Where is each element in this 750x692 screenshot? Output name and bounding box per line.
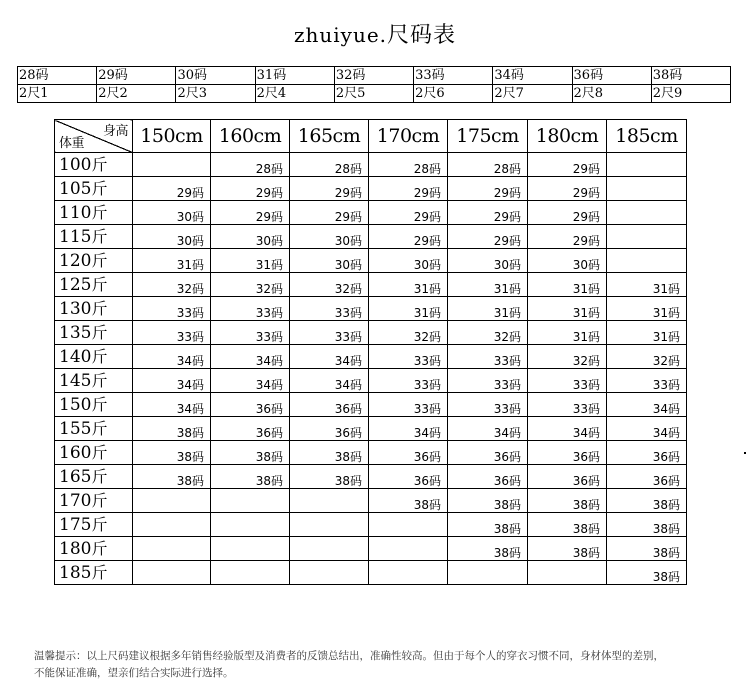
size-cell: 31码 (607, 297, 687, 321)
weight-label (55, 393, 133, 417)
table-row (55, 513, 687, 537)
size-cell: 38码 (528, 489, 607, 513)
size-cell: 36码 (290, 393, 369, 417)
size-cell: 34码 (290, 369, 369, 393)
table-row (55, 273, 687, 297)
brand-name: zhuiyue. (293, 23, 388, 47)
waist-measure-cell: 2尺9 (651, 85, 730, 103)
size-cell: 29码 (369, 201, 448, 225)
weight-label (55, 441, 133, 465)
waist-size-row (18, 67, 731, 85)
size-cell: 28码 (290, 153, 369, 177)
note-line-1: 温馨提示：以上尺码建议根据多年销售经验版型及消费者的反馈总结出，准确性较高。但由于每个人的穿衣习惯不同，身材体型的差别， (34, 650, 664, 662)
size-cell: 38码 (133, 417, 211, 441)
size-cell: 38码 (133, 441, 211, 465)
size-cell: 32码 (448, 321, 528, 345)
weight-label (55, 273, 133, 297)
size-cell: 31码 (528, 321, 607, 345)
size-cell: 33码 (211, 321, 290, 345)
size-cell: 36码 (211, 393, 290, 417)
size-cell: 30码 (448, 249, 528, 273)
height-header: 165cm (290, 120, 369, 153)
size-cell: 36码 (211, 417, 290, 441)
size-cell (290, 489, 369, 513)
size-cell: 30码 (369, 249, 448, 273)
weight-unit: 斤 (91, 370, 108, 390)
size-cell: 38码 (448, 513, 528, 537)
table-row (55, 225, 687, 249)
size-cell (133, 153, 211, 177)
size-cell: 33码 (448, 369, 528, 393)
size-cell: 29码 (211, 201, 290, 225)
size-cell (133, 489, 211, 513)
size-cell: 33码 (528, 393, 607, 417)
weight-value: 180 (59, 538, 92, 559)
size-cell: 38码 (607, 513, 687, 537)
table-row (55, 561, 687, 585)
weight-unit: 斤 (91, 322, 108, 342)
size-cell (369, 561, 448, 585)
size-cell: 38码 (528, 513, 607, 537)
weight-label (55, 513, 133, 537)
weight-unit: 斤 (91, 154, 108, 174)
size-cell: 36码 (528, 441, 607, 465)
weight-value: 170 (59, 490, 92, 511)
size-cell: 38码 (448, 537, 528, 561)
size-cell: 31码 (448, 273, 528, 297)
weight-label (55, 297, 133, 321)
size-cell: 32码 (369, 321, 448, 345)
size-cell: 28码 (369, 153, 448, 177)
weight-value: 105 (59, 178, 92, 199)
corner-weight-label: 体重 (59, 136, 85, 151)
weight-label (55, 345, 133, 369)
size-cell: 36码 (448, 441, 528, 465)
size-cell: 31码 (369, 297, 448, 321)
weight-value: 160 (59, 442, 92, 463)
size-cell: 38码 (607, 537, 687, 561)
size-cell (607, 177, 687, 201)
size-cell: 29码 (448, 225, 528, 249)
size-cell: 29码 (528, 153, 607, 177)
size-cell: 33码 (448, 393, 528, 417)
waist-size-table (17, 66, 731, 103)
weight-label (55, 465, 133, 489)
stray-dot (744, 452, 746, 454)
size-cell (211, 561, 290, 585)
weight-label (55, 249, 133, 273)
waist-size-cell: 29码 (97, 67, 176, 85)
table-row (55, 345, 687, 369)
size-cell: 28码 (448, 153, 528, 177)
size-cell: 33码 (133, 297, 211, 321)
height-header: 170cm (369, 120, 448, 153)
weight-label (55, 417, 133, 441)
table-row (55, 465, 687, 489)
height-header: 180cm (528, 120, 607, 153)
height-header-row (55, 120, 687, 153)
warm-tip-note (34, 648, 734, 682)
size-cell (607, 201, 687, 225)
table-row (55, 249, 687, 273)
weight-value: 145 (59, 370, 92, 391)
table-row (55, 153, 687, 177)
size-cell: 34码 (133, 345, 211, 369)
size-cell: 38码 (290, 465, 369, 489)
size-cell: 34码 (528, 417, 607, 441)
size-cell: 32码 (290, 273, 369, 297)
weight-value: 165 (59, 466, 92, 487)
size-cell: 34码 (369, 417, 448, 441)
size-cell (133, 561, 211, 585)
weight-label (55, 177, 133, 201)
size-cell: 36码 (528, 465, 607, 489)
size-cell: 32码 (528, 345, 607, 369)
weight-unit: 斤 (91, 442, 108, 462)
weight-unit: 斤 (91, 298, 108, 318)
weight-unit: 斤 (91, 394, 108, 414)
size-cell: 34码 (211, 369, 290, 393)
page-title (0, 18, 750, 49)
weight-value: 125 (59, 274, 92, 295)
weight-value: 135 (59, 322, 92, 343)
weight-value: 185 (59, 562, 92, 583)
size-cell: 33码 (369, 393, 448, 417)
size-cell: 34码 (607, 393, 687, 417)
weight-value: 110 (59, 202, 92, 223)
waist-measure-cell: 2尺6 (414, 85, 493, 103)
weight-unit: 斤 (91, 466, 108, 486)
size-cell: 38码 (211, 465, 290, 489)
size-cell: 33码 (369, 345, 448, 369)
size-cell: 33码 (290, 321, 369, 345)
size-cell: 33码 (448, 345, 528, 369)
waist-size-cell: 38码 (651, 67, 730, 85)
weight-value: 100 (59, 154, 92, 175)
size-cell: 33码 (607, 369, 687, 393)
weight-label (55, 369, 133, 393)
size-cell: 34码 (448, 417, 528, 441)
size-cell: 36码 (369, 441, 448, 465)
size-cell: 30码 (133, 201, 211, 225)
size-cell: 29码 (528, 177, 607, 201)
corner-height-label: 身高 (102, 124, 128, 139)
size-cell: 29码 (290, 201, 369, 225)
size-cell: 36码 (448, 465, 528, 489)
size-cell: 38码 (290, 441, 369, 465)
size-cell: 32码 (133, 273, 211, 297)
weight-value: 150 (59, 394, 92, 415)
table-row (55, 537, 687, 561)
size-cell (528, 561, 607, 585)
weight-value: 120 (59, 250, 92, 271)
height-header: 160cm (211, 120, 290, 153)
weight-label (55, 489, 133, 513)
size-cell: 31码 (448, 297, 528, 321)
height-header: 185cm (607, 120, 687, 153)
weight-label (55, 321, 133, 345)
size-cell (369, 513, 448, 537)
waist-measure-cell: 2尺2 (97, 85, 176, 103)
size-cell: 34码 (607, 417, 687, 441)
corner-header (55, 120, 133, 153)
size-cell (369, 537, 448, 561)
size-cell: 30码 (528, 249, 607, 273)
size-cell: 29码 (290, 177, 369, 201)
weight-unit: 斤 (91, 514, 108, 534)
waist-measure-cell: 2尺1 (18, 85, 97, 103)
weight-unit: 斤 (91, 538, 108, 558)
waist-measure-cell: 2尺5 (334, 85, 413, 103)
size-cell: 38码 (211, 441, 290, 465)
height-header: 175cm (448, 120, 528, 153)
size-cell (290, 537, 369, 561)
size-cell: 38码 (528, 537, 607, 561)
table-row (55, 177, 687, 201)
weight-unit: 斤 (91, 274, 108, 294)
size-cell (211, 537, 290, 561)
size-cell: 33码 (528, 369, 607, 393)
size-cell: 30码 (133, 225, 211, 249)
size-cell: 34码 (211, 345, 290, 369)
title-text: 尺码表 (387, 23, 457, 48)
size-cell: 31码 (607, 321, 687, 345)
size-cell: 29码 (528, 225, 607, 249)
waist-measure-row (18, 85, 731, 103)
size-cell: 31码 (133, 249, 211, 273)
size-cell: 34码 (290, 345, 369, 369)
size-cell: 29码 (448, 177, 528, 201)
weight-unit: 斤 (91, 226, 108, 246)
note-line-2: 不能保证准确，望亲们结合实际进行选择。 (34, 667, 234, 679)
size-cell: 29码 (133, 177, 211, 201)
size-cell (290, 561, 369, 585)
waist-size-cell: 30码 (176, 67, 255, 85)
weight-label (55, 225, 133, 249)
size-cell: 34码 (133, 369, 211, 393)
weight-unit: 斤 (91, 418, 108, 438)
weight-value: 175 (59, 514, 92, 535)
size-recommendation-table (54, 119, 687, 585)
size-cell: 36码 (369, 465, 448, 489)
size-cell: 28码 (211, 153, 290, 177)
weight-label (55, 537, 133, 561)
size-cell (290, 513, 369, 537)
size-cell (133, 513, 211, 537)
size-cell: 31码 (528, 297, 607, 321)
size-cell: 31码 (211, 249, 290, 273)
waist-measure-cell: 2尺3 (176, 85, 255, 103)
table-row (55, 489, 687, 513)
size-cell: 36码 (607, 441, 687, 465)
size-cell: 29码 (448, 201, 528, 225)
weight-value: 155 (59, 418, 92, 439)
size-cell: 32码 (607, 345, 687, 369)
table-row (55, 417, 687, 441)
table-row (55, 201, 687, 225)
size-cell: 31码 (607, 273, 687, 297)
size-cell: 36码 (290, 417, 369, 441)
size-cell: 29码 (369, 177, 448, 201)
waist-size-cell: 33码 (414, 67, 493, 85)
size-cell: 32码 (211, 273, 290, 297)
size-cell: 38码 (607, 489, 687, 513)
waist-size-cell: 28码 (18, 67, 97, 85)
weight-label (55, 561, 133, 585)
size-cell: 38码 (133, 465, 211, 489)
waist-size-cell: 36码 (572, 67, 651, 85)
waist-size-cell: 34码 (493, 67, 572, 85)
weight-value: 140 (59, 346, 92, 367)
weight-unit: 斤 (91, 250, 108, 270)
size-cell: 30码 (290, 249, 369, 273)
size-cell: 33码 (133, 321, 211, 345)
waist-size-cell: 32码 (334, 67, 413, 85)
waist-measure-cell: 2尺7 (493, 85, 572, 103)
weight-unit: 斤 (91, 202, 108, 222)
size-cell: 34码 (133, 393, 211, 417)
size-cell: 30码 (211, 225, 290, 249)
size-cell (133, 537, 211, 561)
table-row (55, 441, 687, 465)
weight-value: 115 (59, 226, 92, 247)
weight-unit: 斤 (91, 562, 108, 582)
size-cell: 30码 (290, 225, 369, 249)
table-row (55, 393, 687, 417)
size-cell: 38码 (448, 489, 528, 513)
table-row (55, 297, 687, 321)
weight-unit: 斤 (91, 490, 108, 510)
waist-size-cell: 31码 (255, 67, 334, 85)
weight-value: 130 (59, 298, 92, 319)
size-cell (607, 225, 687, 249)
size-cell: 29码 (211, 177, 290, 201)
size-cell (211, 513, 290, 537)
size-cell (607, 153, 687, 177)
size-cell: 38码 (607, 561, 687, 585)
weight-unit: 斤 (91, 346, 108, 366)
size-cell: 36码 (607, 465, 687, 489)
size-cell: 38码 (369, 489, 448, 513)
size-cell: 33码 (290, 297, 369, 321)
waist-measure-cell: 2尺8 (572, 85, 651, 103)
size-cell (211, 489, 290, 513)
weight-label (55, 153, 133, 177)
size-cell: 31码 (369, 273, 448, 297)
size-cell: 33码 (211, 297, 290, 321)
size-cell: 29码 (528, 201, 607, 225)
waist-measure-cell: 2尺4 (255, 85, 334, 103)
size-cell (448, 561, 528, 585)
size-cell: 33码 (369, 369, 448, 393)
size-cell (607, 249, 687, 273)
size-cell: 31码 (528, 273, 607, 297)
weight-unit: 斤 (91, 178, 108, 198)
table-row (55, 369, 687, 393)
height-header: 150cm (133, 120, 211, 153)
weight-label (55, 201, 133, 225)
size-cell: 29码 (369, 225, 448, 249)
table-row (55, 321, 687, 345)
